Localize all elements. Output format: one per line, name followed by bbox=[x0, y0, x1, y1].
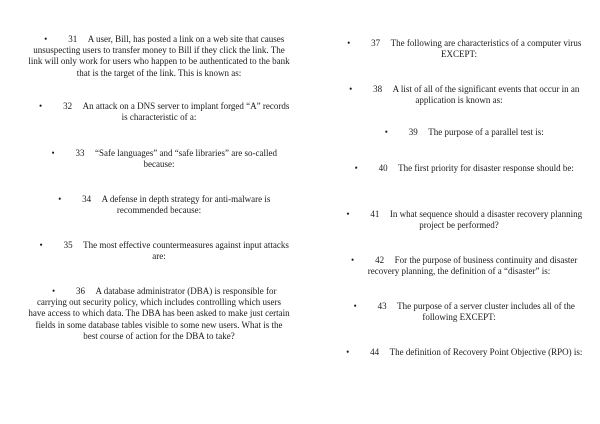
question-number: 33 bbox=[75, 148, 85, 158]
bullet: • bbox=[58, 194, 62, 204]
question-number: 37 bbox=[371, 38, 381, 48]
question-36 bbox=[28, 286, 290, 342]
question-39 bbox=[328, 127, 590, 138]
question-text: A defense in depth strategy for anti-malware is recommended because: bbox=[101, 194, 271, 216]
bullet: • bbox=[354, 163, 358, 173]
bullet: • bbox=[44, 34, 48, 44]
question-text: The definition of Recovery Point Objective (RPO) is: bbox=[389, 347, 583, 357]
bullet: • bbox=[384, 127, 388, 137]
bullet: • bbox=[347, 38, 351, 48]
question-35 bbox=[28, 240, 290, 262]
question-37 bbox=[328, 38, 590, 60]
question-text: “Safe languages” and “safe libraries” are so-called because: bbox=[95, 148, 277, 170]
question-38 bbox=[328, 84, 590, 106]
question-number: 34 bbox=[82, 194, 92, 204]
bullet: • bbox=[39, 240, 43, 250]
question-44 bbox=[328, 347, 590, 358]
question-text: The most effective countermeasures against input attacks are: bbox=[83, 240, 289, 262]
question-text: The following are characteristics of a computer virus EXCEPT: bbox=[390, 38, 582, 60]
question-33 bbox=[28, 148, 290, 170]
question-32 bbox=[28, 101, 290, 123]
question-text: In what sequence should a disaster recovery planning project be performed? bbox=[389, 209, 583, 231]
question-number: 43 bbox=[377, 301, 387, 311]
question-text: A user, Bill, has posted a link on a web site that causes unsuspecting users to transfer money to Bill if they click the link. The link will only work for users who happen to be authenticated to the bank that is the target of the link. This is known as: bbox=[28, 34, 290, 78]
question-number: 42 bbox=[375, 255, 385, 265]
bullet: • bbox=[346, 209, 350, 219]
question-number: 31 bbox=[68, 34, 78, 44]
bullet: • bbox=[346, 347, 350, 357]
question-41 bbox=[328, 209, 590, 231]
bullet: • bbox=[39, 101, 43, 111]
bullet: • bbox=[51, 286, 56, 296]
question-text: An attack on a DNS server to implant forged “A” records is characteristic of a: bbox=[82, 101, 290, 123]
question-43 bbox=[328, 301, 590, 323]
question-number: 40 bbox=[378, 163, 388, 173]
bullet: • bbox=[351, 255, 355, 265]
question-text: The purpose of a server cluster includes all of the following EXCEPT: bbox=[397, 301, 575, 323]
bullet: • bbox=[51, 148, 55, 158]
question-text: For the purpose of business continuity and disaster recovery planning, the definition of a “disaster” is: bbox=[367, 255, 578, 277]
question-number: 38 bbox=[373, 84, 383, 94]
question-40 bbox=[328, 163, 590, 174]
question-number: 39 bbox=[408, 127, 418, 137]
question-31 bbox=[28, 34, 290, 79]
question-text: The purpose of a parallel test is: bbox=[428, 127, 544, 137]
bullet: • bbox=[353, 301, 357, 311]
question-text: The first priority for disaster response should be: bbox=[398, 163, 574, 173]
question-number: 44 bbox=[370, 347, 380, 357]
question-number: 32 bbox=[63, 101, 73, 111]
bullet: • bbox=[349, 84, 353, 94]
question-42 bbox=[328, 255, 590, 277]
question-text: A database administrator (DBA) is responsible for carrying out security policy, which includes controlling which users have access to which data. The DBA has been asked to make just certain fields in some database tables visible to some new users. What is the best course of action for the DBA to take? bbox=[28, 286, 290, 341]
question-number: 41 bbox=[370, 209, 380, 219]
question-text: A list of all of the significant events that occur in an application is known as: bbox=[392, 84, 580, 106]
question-number: 36 bbox=[76, 286, 86, 296]
question-34 bbox=[28, 194, 290, 216]
question-number: 35 bbox=[63, 240, 73, 250]
